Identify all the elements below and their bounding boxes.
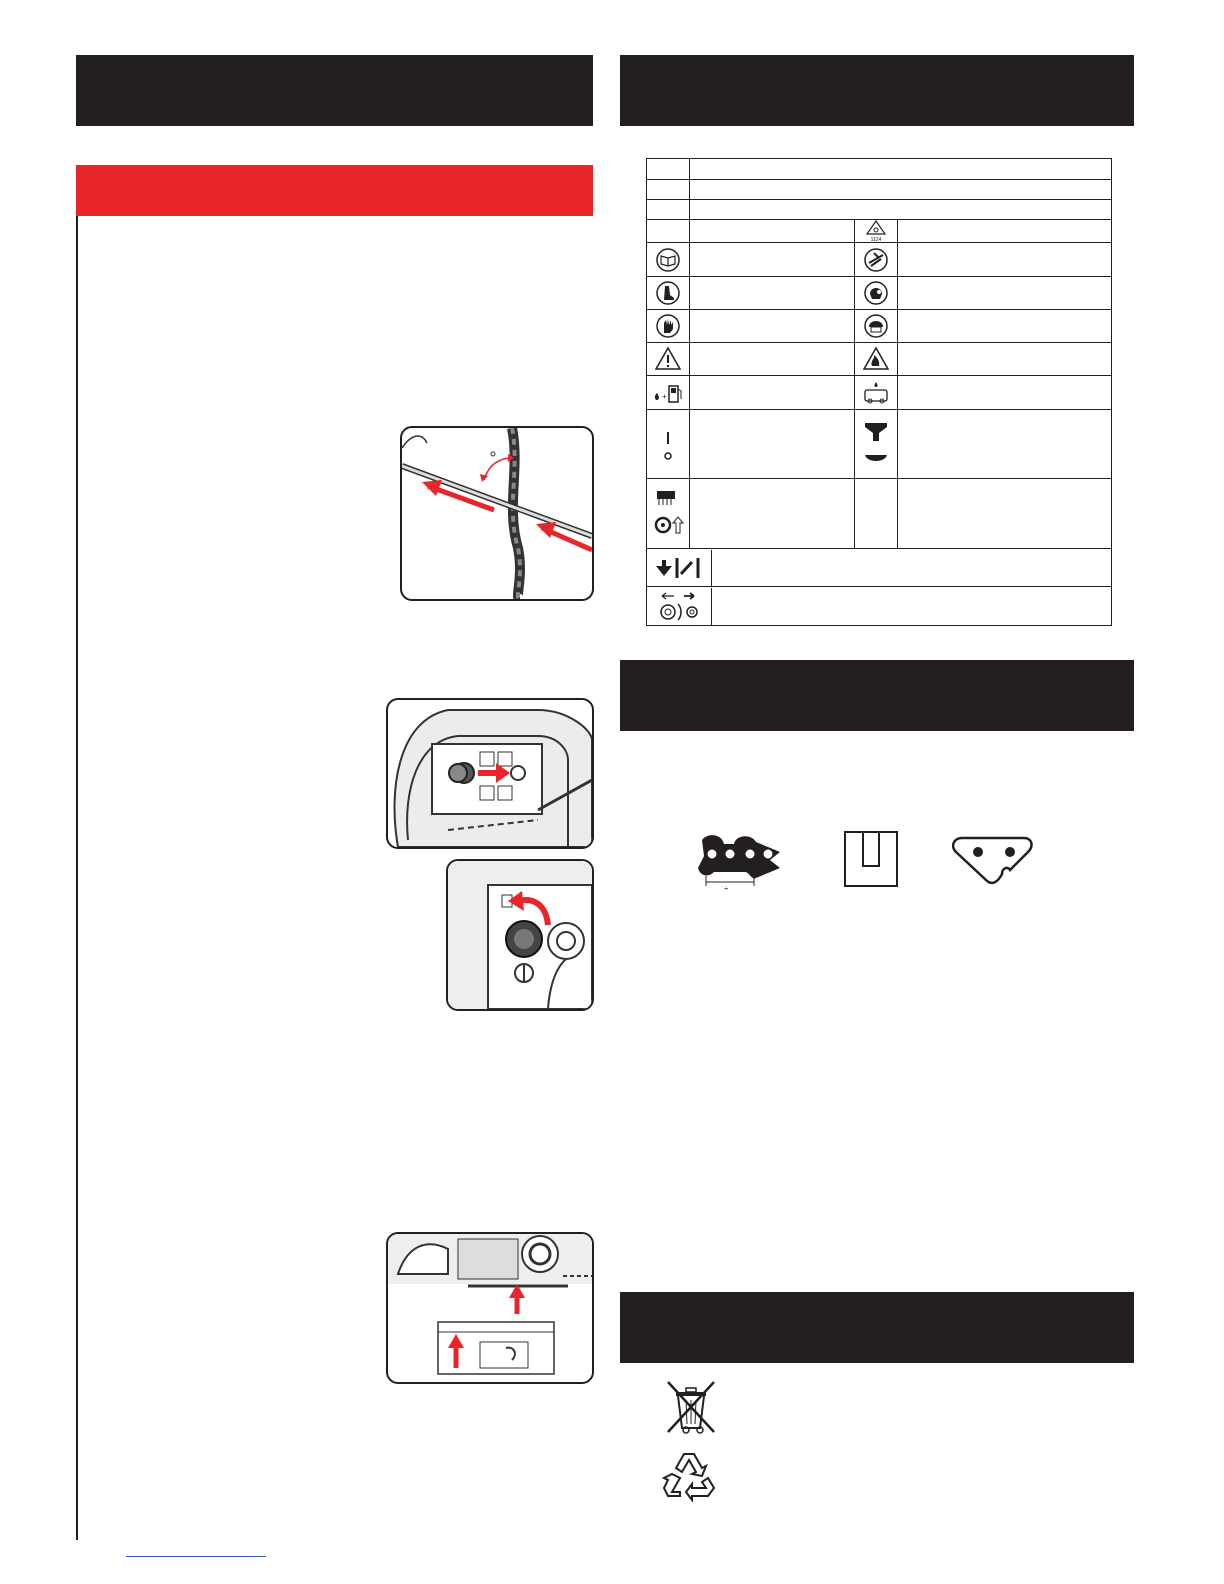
table-row — [647, 587, 1112, 626]
left-margin-rule — [76, 216, 78, 1540]
ear-eye-protection-icon — [855, 280, 897, 306]
glove-icon — [647, 313, 689, 339]
oil-outlet-illustration — [388, 700, 592, 847]
sharpening-illustration — [402, 428, 592, 599]
fuel-mix-icon — [647, 380, 689, 406]
table-row — [647, 277, 1112, 310]
figure-cap-rotation — [446, 859, 594, 1011]
warning-triangle-icon — [647, 346, 689, 372]
figure-chain-sharpening — [400, 426, 594, 601]
table-row — [647, 549, 1112, 587]
chain-header-bar — [620, 660, 1134, 731]
boot-icon — [647, 280, 689, 306]
table-row — [647, 376, 1112, 410]
chain-oil-icon — [855, 380, 897, 406]
svg-text:+: + — [662, 391, 667, 401]
left-section-bar — [76, 165, 593, 216]
on-off-switch-icon — [647, 424, 689, 464]
choke-icon — [855, 417, 897, 471]
chain-direction-icon — [647, 588, 712, 625]
cap-rotation-illustration — [448, 861, 592, 1009]
table-row — [647, 220, 1112, 243]
footer-link-rule — [126, 1556, 266, 1557]
table-row — [647, 343, 1112, 376]
chain-pitch-illustration — [694, 830, 784, 892]
oil-adjust-illustration — [388, 1234, 592, 1382]
left-header-bar — [76, 55, 593, 126]
kickback-warning-icon — [855, 247, 897, 273]
table-row — [647, 410, 1112, 479]
symbols-table — [646, 158, 1112, 626]
table-row — [647, 200, 1112, 220]
table-row — [647, 180, 1112, 200]
recycle-icon — [662, 1448, 718, 1502]
drive-link-illustration — [952, 832, 1034, 890]
table-row — [647, 310, 1112, 343]
book-icon — [647, 247, 689, 273]
chain-brake-icon — [647, 487, 689, 541]
warning-badge-icon — [855, 220, 897, 242]
drive-link-gauge-illustration — [843, 830, 899, 888]
figure-oil-outlet — [386, 698, 594, 849]
table-row — [647, 159, 1112, 180]
crossed-bin-icon — [664, 1380, 718, 1436]
table-row — [647, 479, 1112, 549]
helmet-icon — [855, 313, 897, 339]
fire-hazard-icon — [855, 346, 897, 372]
table-row — [647, 243, 1112, 277]
figure-oil-adjust — [386, 1232, 594, 1384]
chain-brake-release-icon — [647, 550, 712, 586]
symbols-header-bar — [620, 55, 1134, 126]
warning-badge-text: 1124 — [870, 237, 882, 242]
disposal-header-bar — [620, 1292, 1134, 1363]
svg-text:÷: ÷ — [724, 884, 729, 892]
